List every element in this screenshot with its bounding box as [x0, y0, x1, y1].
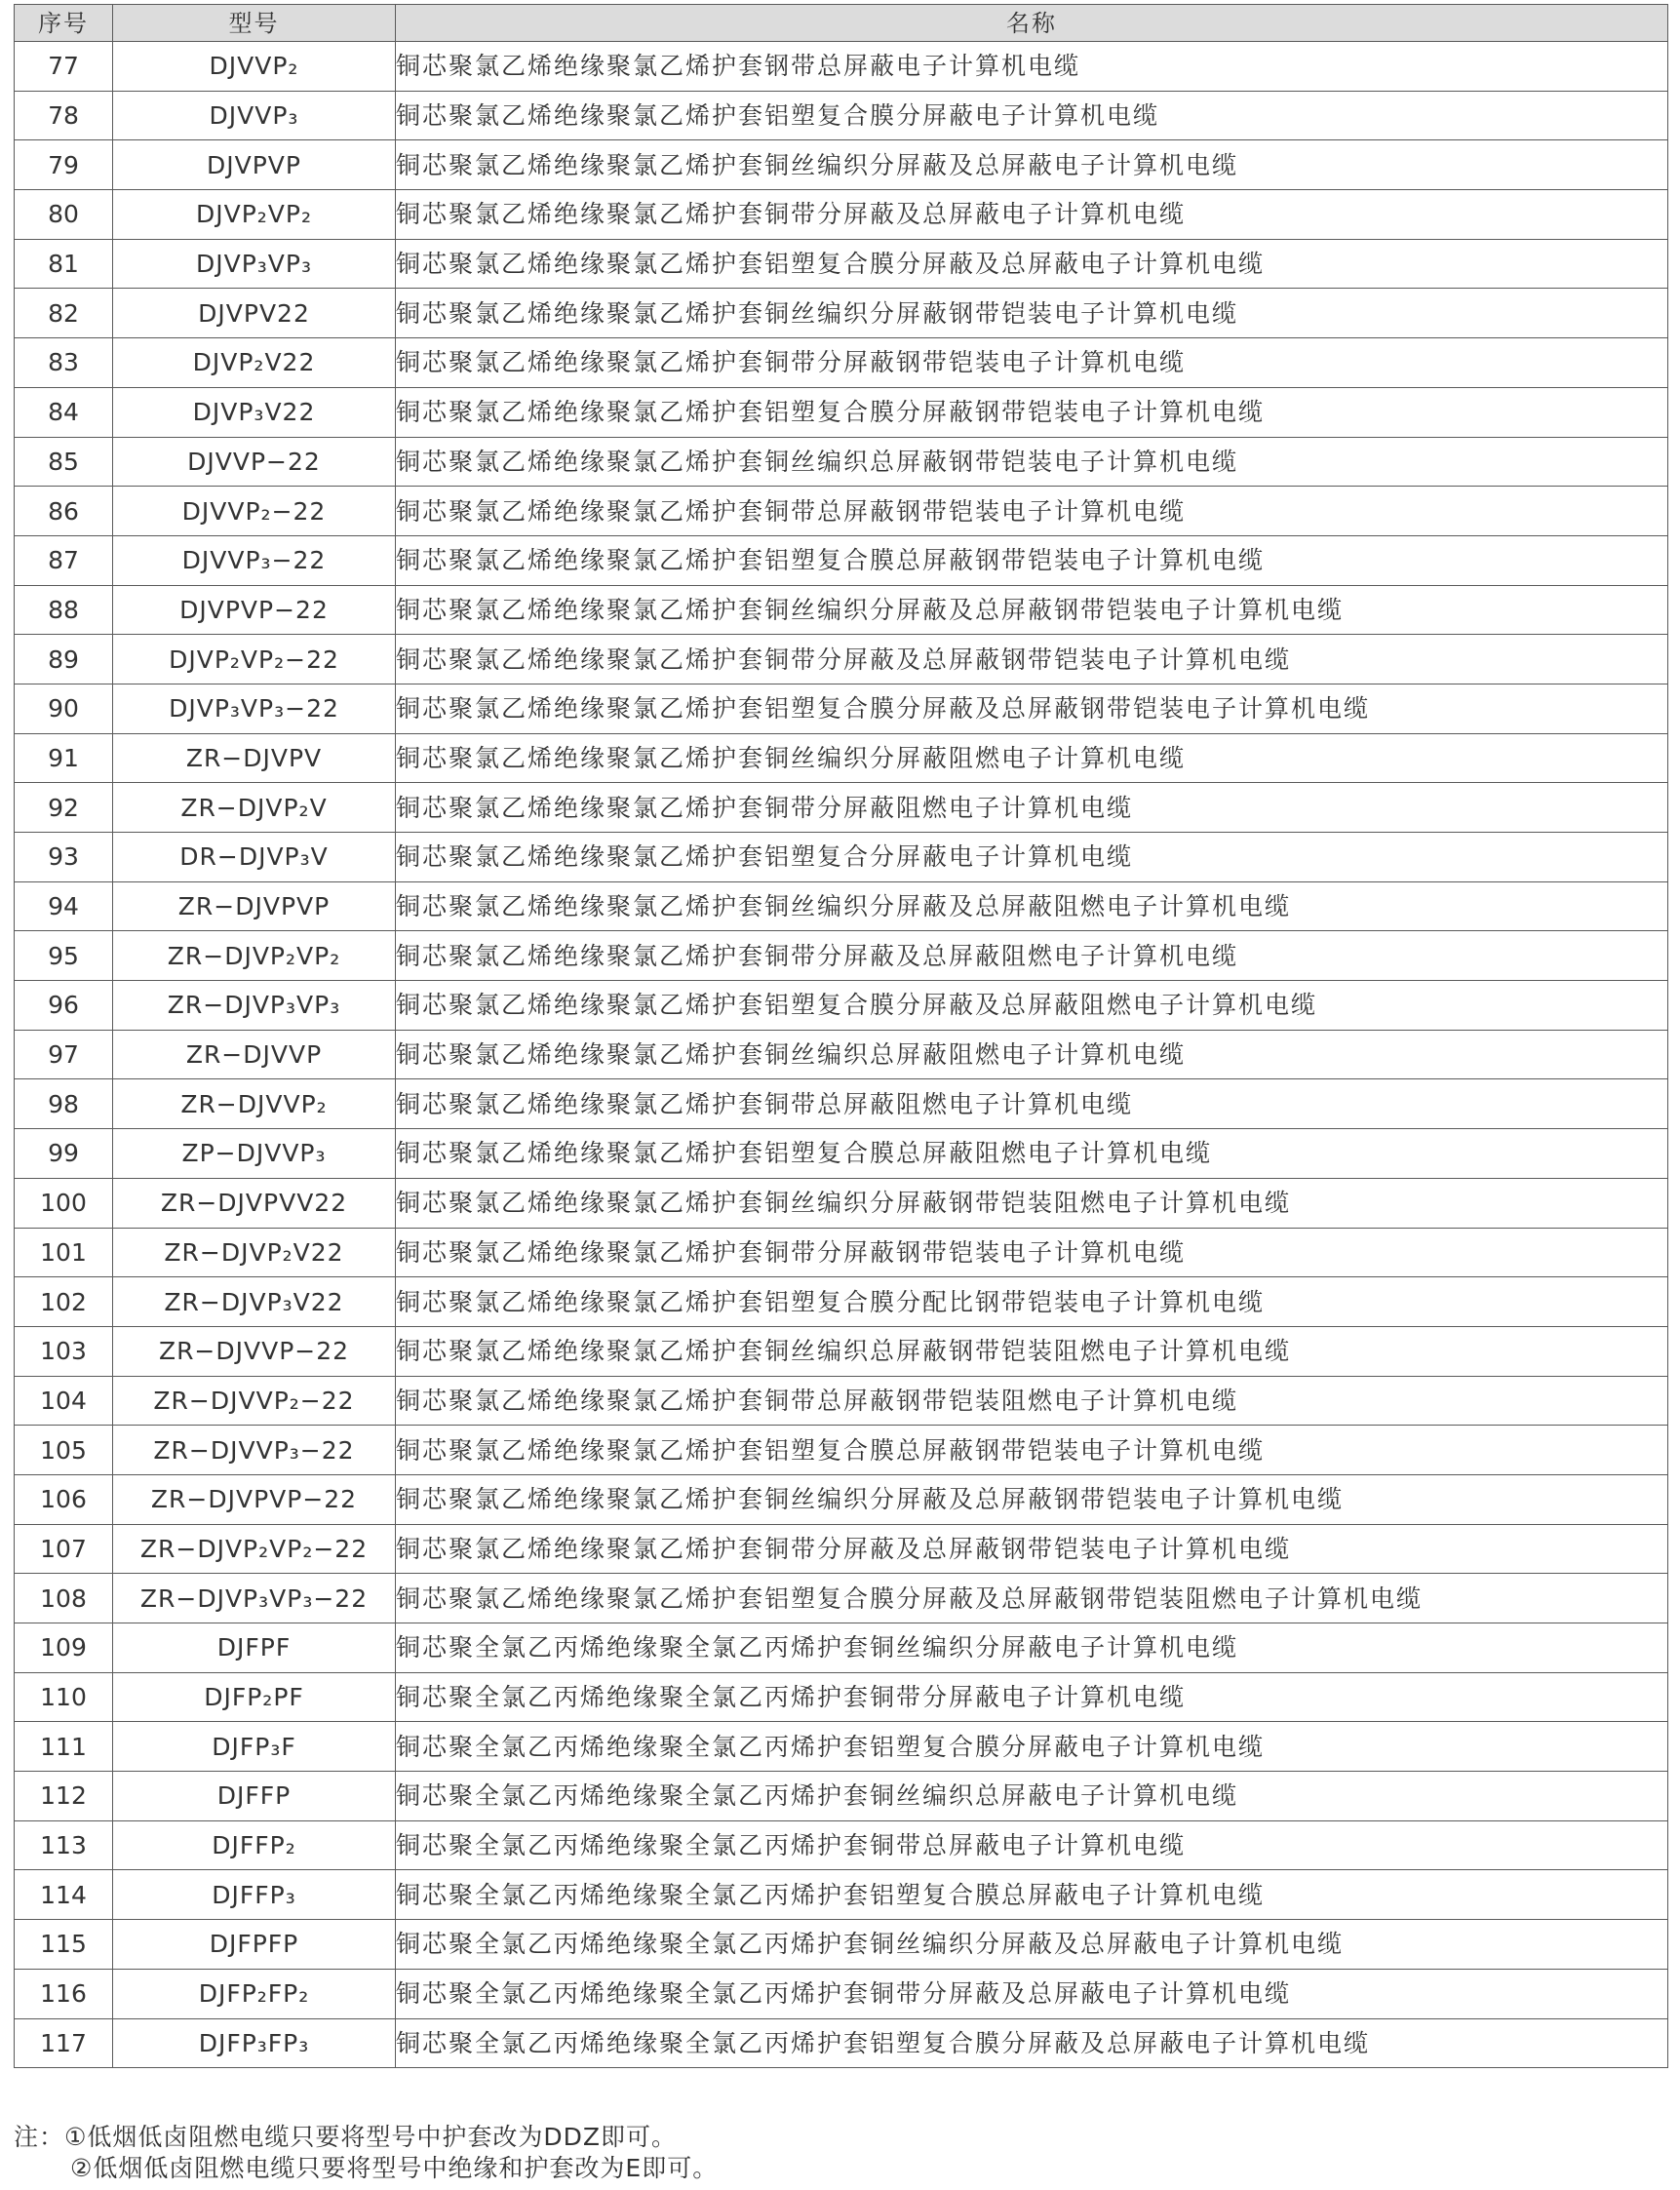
serial-number-cell: 112 [15, 1772, 113, 1821]
model-cell: DJVPVP−22 [113, 585, 396, 635]
table-row [15, 487, 1668, 536]
table-row [15, 585, 1668, 635]
serial-number-cell: 86 [15, 487, 113, 536]
name-cell: 铜芯聚氯乙烯绝缘聚氯乙烯护套铜丝编织分屏蔽及总屏蔽电子计算机电缆 [396, 140, 1668, 190]
table-row [15, 1376, 1668, 1426]
model-cell: DJFPFP [113, 1920, 396, 1970]
serial-number-cell: 99 [15, 1129, 113, 1179]
model-cell: DJFFP₂ [113, 1820, 396, 1870]
table-row [15, 1524, 1668, 1574]
serial-number-cell: 87 [15, 535, 113, 585]
serial-number-cell: 108 [15, 1574, 113, 1623]
table-row [15, 635, 1668, 684]
serial-number-cell: 104 [15, 1376, 113, 1426]
name-cell: 铜芯聚氯乙烯绝缘聚氯乙烯护套铜带总屏蔽钢带铠装阻燃电子计算机电缆 [396, 1376, 1668, 1426]
table-notes [14, 2122, 718, 2184]
table-header [15, 5, 1668, 42]
serial-number-cell: 91 [15, 733, 113, 783]
note-1: 注：①低烟低卤阻燃电缆只要将型号中护套改为DDZ即可。 [14, 2123, 678, 2151]
name-cell: 铜芯聚氯乙烯绝缘聚氯乙烯护套铜带分屏蔽及总屏蔽电子计算机电缆 [396, 190, 1668, 240]
table-row [15, 1870, 1668, 1920]
serial-number-cell: 82 [15, 289, 113, 338]
table-row [15, 833, 1668, 882]
name-cell: 铜芯聚氯乙烯绝缘聚氯乙烯护套铝塑复合膜分配比钢带铠装电子计算机电缆 [396, 1277, 1668, 1327]
table-row [15, 1623, 1668, 1673]
name-cell: 铜芯聚氯乙烯绝缘聚氯乙烯护套铜带分屏蔽阻燃电子计算机电缆 [396, 783, 1668, 833]
table-row [15, 42, 1668, 92]
name-cell: 铜芯聚全氯乙丙烯绝缘聚全氯乙丙烯护套铝塑复合膜分屏蔽电子计算机电缆 [396, 1722, 1668, 1772]
model-cell: ZP−DJVVP₃ [113, 1129, 396, 1179]
model-cell: ZR−DJVP₂V22 [113, 1228, 396, 1277]
model-cell: DJVVP₂−22 [113, 487, 396, 536]
header-serial-number: 序号 [15, 5, 113, 42]
name-cell: 铜芯聚氯乙烯绝缘聚氯乙烯护套铜带分屏蔽钢带铠装电子计算机电缆 [396, 1228, 1668, 1277]
model-cell: DJFP₂FP₂ [113, 1969, 396, 2018]
model-cell: DJVP₃V22 [113, 387, 396, 437]
serial-number-cell: 103 [15, 1326, 113, 1376]
model-cell: DJFFP [113, 1772, 396, 1821]
table-row [15, 1920, 1668, 1970]
serial-number-cell: 79 [15, 140, 113, 190]
name-cell: 铜芯聚氯乙烯绝缘聚氯乙烯护套铝塑复合膜分屏蔽及总屏蔽电子计算机电缆 [396, 239, 1668, 289]
table-row [15, 289, 1668, 338]
serial-number-cell: 90 [15, 684, 113, 733]
table-row [15, 881, 1668, 931]
serial-number-cell: 109 [15, 1623, 113, 1673]
name-cell: 铜芯聚氯乙烯绝缘聚氯乙烯护套铜丝编织分屏蔽及总屏蔽钢带铠装电子计算机电缆 [396, 1474, 1668, 1524]
name-cell: 铜芯聚氯乙烯绝缘聚氯乙烯护套铝塑复合膜总屏蔽钢带铠装电子计算机电缆 [396, 1426, 1668, 1475]
table-row [15, 684, 1668, 733]
model-cell: DJVPV22 [113, 289, 396, 338]
model-cell: ZR−DJVPVV22 [113, 1178, 396, 1228]
header-model: 型号 [113, 5, 396, 42]
serial-number-cell: 117 [15, 2018, 113, 2068]
serial-number-cell: 94 [15, 881, 113, 931]
model-cell: ZR−DJVP₂VP₂−22 [113, 1524, 396, 1574]
serial-number-cell: 100 [15, 1178, 113, 1228]
model-cell: ZR−DJVVP₃−22 [113, 1426, 396, 1475]
name-cell: 铜芯聚氯乙烯绝缘聚氯乙烯护套铜丝编织分屏蔽钢带铠装电子计算机电缆 [396, 289, 1668, 338]
model-cell: ZR−DJVPVP [113, 881, 396, 931]
table-row [15, 1178, 1668, 1228]
table-row [15, 1228, 1668, 1277]
table-row [15, 1574, 1668, 1623]
serial-number-cell: 80 [15, 190, 113, 240]
model-cell: DJVP₂VP₂−22 [113, 635, 396, 684]
model-cell: ZR−DJVVP₂ [113, 1079, 396, 1129]
name-cell: 铜芯聚全氯乙丙烯绝缘聚全氯乙丙烯护套铝塑复合膜总屏蔽电子计算机电缆 [396, 1870, 1668, 1920]
serial-number-cell: 114 [15, 1870, 113, 1920]
name-cell: 铜芯聚氯乙烯绝缘聚氯乙烯护套铝塑复合膜分屏蔽及总屏蔽钢带铠装阻燃电子计算机电缆 [396, 1574, 1668, 1623]
model-cell: DJFP₂PF [113, 1672, 396, 1722]
name-cell: 铜芯聚氯乙烯绝缘聚氯乙烯护套铜带总屏蔽钢带铠装电子计算机电缆 [396, 487, 1668, 536]
name-cell: 铜芯聚氯乙烯绝缘聚氯乙烯护套铜带总屏蔽阻燃电子计算机电缆 [396, 1079, 1668, 1129]
name-cell: 铜芯聚全氯乙丙烯绝缘聚全氯乙丙烯护套铜带分屏蔽电子计算机电缆 [396, 1672, 1668, 1722]
serial-number-cell: 83 [15, 338, 113, 388]
name-cell: 铜芯聚全氯乙丙烯绝缘聚全氯乙丙烯护套铜丝编织分屏蔽及总屏蔽电子计算机电缆 [396, 1920, 1668, 1970]
serial-number-cell: 111 [15, 1722, 113, 1772]
table-row [15, 338, 1668, 388]
table-row [15, 1277, 1668, 1327]
name-cell: 铜芯聚全氯乙丙烯绝缘聚全氯乙丙烯护套铜带分屏蔽及总屏蔽电子计算机电缆 [396, 1969, 1668, 2018]
serial-number-cell: 78 [15, 91, 113, 140]
table-row [15, 783, 1668, 833]
serial-number-cell: 81 [15, 239, 113, 289]
model-cell: ZR−DJVVP₂−22 [113, 1376, 396, 1426]
table-row [15, 239, 1668, 289]
model-cell: DJVP₂V22 [113, 338, 396, 388]
table-row [15, 1772, 1668, 1821]
model-cell: DJVVP−22 [113, 437, 396, 487]
serial-number-cell: 113 [15, 1820, 113, 1870]
model-cell: ZR−DJVP₂VP₂ [113, 931, 396, 981]
table-row [15, 91, 1668, 140]
name-cell: 铜芯聚全氯乙丙烯绝缘聚全氯乙丙烯护套铝塑复合膜分屏蔽及总屏蔽电子计算机电缆 [396, 2018, 1668, 2068]
serial-number-cell: 116 [15, 1969, 113, 2018]
header-row [15, 5, 1668, 42]
name-cell: 铜芯聚氯乙烯绝缘聚氯乙烯护套铜带分屏蔽及总屏蔽钢带铠装电子计算机电缆 [396, 1524, 1668, 1574]
serial-number-cell: 92 [15, 783, 113, 833]
model-cell: DJVP₃VP₃ [113, 239, 396, 289]
table-row [15, 1820, 1668, 1870]
model-cell: ZR−DJVVP−22 [113, 1326, 396, 1376]
serial-number-cell: 93 [15, 833, 113, 882]
model-cell: ZR−DJVPVP−22 [113, 1474, 396, 1524]
name-cell: 铜芯聚全氯乙丙烯绝缘聚全氯乙丙烯护套铜带总屏蔽电子计算机电缆 [396, 1820, 1668, 1870]
name-cell: 铜芯聚氯乙烯绝缘聚氯乙烯护套铜丝编织总屏蔽钢带铠装阻燃电子计算机电缆 [396, 1326, 1668, 1376]
table-row [15, 1079, 1668, 1129]
serial-number-cell: 98 [15, 1079, 113, 1129]
name-cell: 铜芯聚氯乙烯绝缘聚氯乙烯护套铜丝编织总屏蔽钢带铠装电子计算机电缆 [396, 437, 1668, 487]
model-cell: DJFP₃FP₃ [113, 2018, 396, 2068]
cable-model-table [14, 4, 1668, 2068]
model-cell: DR−DJVP₃V [113, 833, 396, 882]
model-cell: DJFFP₃ [113, 1870, 396, 1920]
table-row [15, 733, 1668, 783]
table-row [15, 1672, 1668, 1722]
table-row [15, 1969, 1668, 2018]
table-row [15, 1326, 1668, 1376]
serial-number-cell: 89 [15, 635, 113, 684]
serial-number-cell: 97 [15, 1030, 113, 1079]
model-cell: DJFPF [113, 1623, 396, 1673]
name-cell: 铜芯聚氯乙烯绝缘聚氯乙烯护套铝塑复合膜分屏蔽电子计算机电缆 [396, 91, 1668, 140]
model-cell: DJVVP₃ [113, 91, 396, 140]
note-2: ②低烟低卤阻燃电缆只要将型号中绝缘和护套改为E即可。 [70, 2154, 719, 2182]
name-cell: 铜芯聚氯乙烯绝缘聚氯乙烯护套铜丝编织分屏蔽钢带铠装阻燃电子计算机电缆 [396, 1178, 1668, 1228]
model-cell: ZR−DJVPV [113, 733, 396, 783]
serial-number-cell: 105 [15, 1426, 113, 1475]
table-row [15, 2018, 1668, 2068]
model-cell: ZR−DJVP₃VP₃ [113, 981, 396, 1031]
model-cell: DJVP₂VP₂ [113, 190, 396, 240]
header-name: 名称 [396, 5, 1668, 42]
name-cell: 铜芯聚氯乙烯绝缘聚氯乙烯护套铝塑复合膜总屏蔽钢带铠装电子计算机电缆 [396, 535, 1668, 585]
serial-number-cell: 110 [15, 1672, 113, 1722]
serial-number-cell: 96 [15, 981, 113, 1031]
model-cell: DJVP₃VP₃−22 [113, 684, 396, 733]
table-row [15, 981, 1668, 1031]
model-cell: DJVPVP [113, 140, 396, 190]
name-cell: 铜芯聚氯乙烯绝缘聚氯乙烯护套铜带分屏蔽钢带铠装电子计算机电缆 [396, 338, 1668, 388]
name-cell: 铜芯聚全氯乙丙烯绝缘聚全氯乙丙烯护套铜丝编织总屏蔽电子计算机电缆 [396, 1772, 1668, 1821]
table-body [15, 42, 1668, 2068]
model-cell: ZR−DJVP₃V22 [113, 1277, 396, 1327]
serial-number-cell: 85 [15, 437, 113, 487]
serial-number-cell: 107 [15, 1524, 113, 1574]
name-cell: 铜芯聚氯乙烯绝缘聚氯乙烯护套铜丝编织分屏蔽及总屏蔽钢带铠装电子计算机电缆 [396, 585, 1668, 635]
model-cell: ZR−DJVVP [113, 1030, 396, 1079]
cable-model-table-container [14, 4, 1667, 2068]
name-cell: 铜芯聚氯乙烯绝缘聚氯乙烯护套钢带总屏蔽电子计算机电缆 [396, 42, 1668, 92]
serial-number-cell: 101 [15, 1228, 113, 1277]
name-cell: 铜芯聚氯乙烯绝缘聚氯乙烯护套铝塑复合膜分屏蔽及总屏蔽阻燃电子计算机电缆 [396, 981, 1668, 1031]
serial-number-cell: 84 [15, 387, 113, 437]
table-row [15, 1722, 1668, 1772]
serial-number-cell: 95 [15, 931, 113, 981]
table-row [15, 1129, 1668, 1179]
table-row [15, 931, 1668, 981]
model-cell: DJVVP₂ [113, 42, 396, 92]
name-cell: 铜芯聚氯乙烯绝缘聚氯乙烯护套铝塑复合分屏蔽电子计算机电缆 [396, 833, 1668, 882]
model-cell: ZR−DJVP₃VP₃−22 [113, 1574, 396, 1623]
table-row [15, 387, 1668, 437]
name-cell: 铜芯聚全氯乙丙烯绝缘聚全氯乙丙烯护套铜丝编织分屏蔽电子计算机电缆 [396, 1623, 1668, 1673]
serial-number-cell: 102 [15, 1277, 113, 1327]
name-cell: 铜芯聚氯乙烯绝缘聚氯乙烯护套铜丝编织分屏蔽及总屏蔽阻燃电子计算机电缆 [396, 881, 1668, 931]
model-cell: DJVVP₃−22 [113, 535, 396, 585]
table-row [15, 140, 1668, 190]
name-cell: 铜芯聚氯乙烯绝缘聚氯乙烯护套铜丝编织分屏蔽阻燃电子计算机电缆 [396, 733, 1668, 783]
name-cell: 铜芯聚氯乙烯绝缘聚氯乙烯护套铝塑复合膜分屏蔽及总屏蔽钢带铠装电子计算机电缆 [396, 684, 1668, 733]
table-row [15, 1030, 1668, 1079]
model-cell: DJFP₃F [113, 1722, 396, 1772]
name-cell: 铜芯聚氯乙烯绝缘聚氯乙烯护套铝塑复合膜总屏蔽阻燃电子计算机电缆 [396, 1129, 1668, 1179]
name-cell: 铜芯聚氯乙烯绝缘聚氯乙烯护套铜带分屏蔽及总屏蔽阻燃电子计算机电缆 [396, 931, 1668, 981]
name-cell: 铜芯聚氯乙烯绝缘聚氯乙烯护套铜丝编织总屏蔽阻燃电子计算机电缆 [396, 1030, 1668, 1079]
name-cell: 铜芯聚氯乙烯绝缘聚氯乙烯护套铝塑复合膜分屏蔽钢带铠装电子计算机电缆 [396, 387, 1668, 437]
serial-number-cell: 77 [15, 42, 113, 92]
serial-number-cell: 106 [15, 1474, 113, 1524]
table-row [15, 1426, 1668, 1475]
table-row [15, 535, 1668, 585]
model-cell: ZR−DJVP₂V [113, 783, 396, 833]
table-row [15, 190, 1668, 240]
table-row [15, 1474, 1668, 1524]
table-row [15, 437, 1668, 487]
serial-number-cell: 88 [15, 585, 113, 635]
name-cell: 铜芯聚氯乙烯绝缘聚氯乙烯护套铜带分屏蔽及总屏蔽钢带铠装电子计算机电缆 [396, 635, 1668, 684]
serial-number-cell: 115 [15, 1920, 113, 1970]
